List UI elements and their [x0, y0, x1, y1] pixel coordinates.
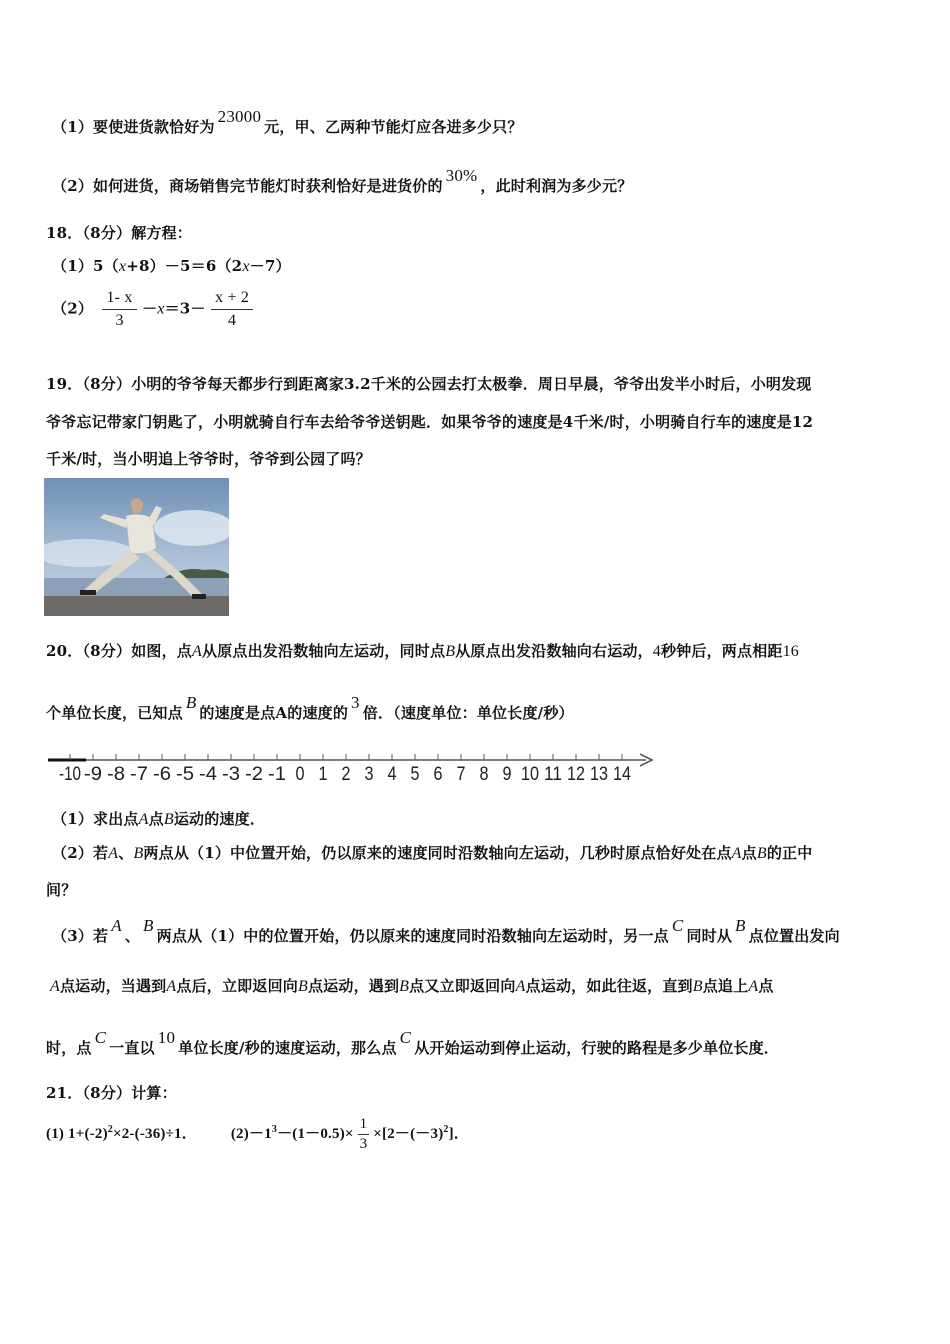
- fraction-numerator: 1: [358, 1116, 370, 1135]
- number-line-label: -1: [268, 764, 286, 785]
- q20-s1-a: （1）求出点: [52, 810, 139, 828]
- var-x: x: [242, 258, 250, 275]
- var-x: x: [118, 258, 127, 275]
- number-line-label: 6: [433, 764, 443, 785]
- q17-part1: [52, 107, 523, 137]
- q18-equation-2: [52, 289, 253, 330]
- q18-e2-minus: －: [142, 299, 158, 318]
- q20-s2-e: 的正中: [766, 844, 813, 862]
- q20-l1-a: 20．（8分）如图，点: [46, 642, 193, 660]
- q20-s2-c: 两点从（1）中位置开始，仍以原来的速度同时沿数轴向左运动，几秒时原点恰好处在点: [143, 844, 732, 862]
- q20-l1-d: 秒钟后，两点相距: [661, 642, 783, 660]
- q20-s3-m: 时，点: [46, 1039, 92, 1057]
- number-line-label: 5: [410, 764, 420, 785]
- q18-e1-c: －7）: [249, 257, 291, 275]
- number-line: [46, 748, 661, 788]
- q21-expressions: [46, 1116, 469, 1153]
- number-3: 3: [351, 693, 360, 712]
- point-B: B: [143, 916, 154, 935]
- q20-s3-o: 单位长度/秒的速度运动，那么点: [178, 1039, 397, 1057]
- number-line-label: -5: [176, 764, 194, 785]
- q20-s3-j: 点运动，如此往返，直到: [525, 977, 693, 995]
- q20-s3-i: 点又立即返回向: [409, 977, 516, 995]
- q20-s3-g: 点后，立即返回向: [176, 977, 298, 995]
- point-C: C: [671, 916, 684, 935]
- tai-chi-photo-drawing: [44, 478, 229, 616]
- q17-part2-text: （2）如何进货，商场销售完节能灯时获利恰好是进货价的: [52, 177, 443, 195]
- point-C: C: [399, 1028, 412, 1047]
- q19-line-3: 千米/时，当小明追上爷爷时，爷爷到公园了吗？: [46, 450, 371, 468]
- number-line-label: 11: [544, 764, 562, 785]
- point-A: A: [731, 845, 742, 862]
- number-line-label: 13: [590, 764, 608, 785]
- q20-s2-a: （2）若: [52, 844, 109, 862]
- number-line-label: -9: [84, 764, 102, 785]
- q20-sub-2: [52, 842, 812, 863]
- fraction-one-third: [358, 1116, 370, 1153]
- fraction-denominator: 4: [227, 312, 237, 329]
- q20-sub-3-line-2: [50, 975, 774, 996]
- q20-s3-e: 点位置出发向: [748, 927, 840, 945]
- number-line-label: 0: [295, 764, 305, 785]
- number-line-label: 8: [479, 764, 489, 785]
- q20-l1-b: 从原点出发沿数轴向左运动，同时点: [202, 642, 446, 660]
- q18-e2-equals: ＝3－: [164, 299, 206, 318]
- number-line-label: -3: [222, 764, 240, 785]
- point-A: A: [50, 978, 60, 995]
- q17-part2: [52, 166, 633, 196]
- q21-heading: 21．（8分）计算：: [46, 1084, 177, 1102]
- number-line-label: -6: [153, 764, 171, 785]
- q17-part1-text: （1）要使进货款恰好为: [52, 118, 215, 136]
- number-10: 10: [157, 1028, 176, 1047]
- number-line-label: 4: [387, 764, 397, 785]
- fraction-numerator: 1- x: [102, 289, 136, 310]
- q20-sub-1: [52, 808, 265, 829]
- number-line-label: -7: [130, 764, 148, 785]
- number-line-label: -4: [199, 764, 218, 785]
- point-B: B: [185, 693, 197, 712]
- q21-e1-b: ×2-(-36)÷1．: [112, 1125, 197, 1142]
- q21-e1-a: (1) 1+(-2): [46, 1125, 108, 1142]
- q20-s3-b: 、: [124, 927, 141, 945]
- q18-e1-b: +8）－5＝6（2: [126, 257, 243, 275]
- number-line-label: -2: [245, 764, 263, 785]
- q18-e1-a: （1）5（: [52, 257, 119, 275]
- number-line-label: 1: [318, 764, 328, 785]
- point-A: A: [515, 978, 526, 995]
- exponent: 3: [271, 1123, 278, 1135]
- q18-heading: 18．（8分）解方程：: [46, 224, 193, 242]
- number-16: 16: [782, 643, 800, 660]
- q20-l1-c: 从原点出发沿数轴向右运动，: [455, 642, 653, 660]
- q20-l2-a: 个单位长度，已知点: [46, 704, 183, 722]
- q21-e2-a: (2)－1: [230, 1125, 272, 1142]
- point-A: A: [166, 978, 177, 995]
- point-B: B: [735, 916, 746, 935]
- point-B: B: [445, 643, 456, 660]
- q20-s3-a: （3）若: [52, 927, 109, 945]
- q20-s3-n: 一直以: [109, 1039, 155, 1057]
- point-A: A: [138, 811, 149, 828]
- exponent: 2: [443, 1123, 449, 1135]
- tai-chi-photo: [44, 478, 229, 616]
- q20-s3-c: 两点从（1）中的位置开始，仍以原来的速度同时沿数轴向左运动时，另一点: [156, 927, 669, 945]
- q20-sub-2-end: 间？: [46, 881, 77, 899]
- point-B: B: [756, 845, 767, 862]
- point-A: A: [111, 916, 122, 935]
- q20-line-1: [46, 640, 799, 661]
- q20-s2-d: 点: [741, 844, 757, 862]
- number-line-label: 3: [364, 764, 374, 785]
- q17-percent: 30%: [445, 166, 478, 185]
- q17-amount: 23000: [217, 107, 262, 126]
- q21-e2-b: －(1－0.5)×: [277, 1125, 354, 1142]
- number-line-label: 14: [613, 764, 632, 785]
- number-line-labels: [59, 764, 631, 785]
- q20-sub-3-line-1: [52, 916, 840, 946]
- point-B: B: [692, 978, 703, 995]
- fraction-numerator: x + 2: [211, 289, 253, 310]
- q20-sub-3-line-3: [46, 1028, 780, 1058]
- q20-l2-b: 的速度是点A的速度的: [199, 704, 349, 722]
- point-A: A: [192, 643, 202, 660]
- number-line-label: 7: [456, 764, 466, 785]
- fraction-denominator: 3: [115, 312, 124, 329]
- fraction-x-plus-2-over-4: [211, 289, 253, 330]
- number-line-label: -8: [107, 764, 125, 785]
- number-line-label: 9: [502, 764, 512, 785]
- exponent: 2: [107, 1123, 113, 1135]
- q20-l2-c: 倍．（速度单位：单位长度/秒）: [362, 704, 574, 722]
- point-C: C: [94, 1028, 107, 1047]
- q20-s3-d: 同时从: [686, 927, 733, 945]
- q21-e2-d: ]．: [448, 1125, 470, 1142]
- q17-part1-text-end: 元，甲、乙两种节能灯应各进多少只？: [264, 118, 523, 136]
- point-B: B: [297, 978, 308, 995]
- number-line-label: -10: [59, 764, 81, 785]
- fraction-denominator: 3: [359, 1136, 368, 1152]
- number-line-label: 12: [567, 764, 585, 785]
- q19-line-1: 19．（8分）小明的爷爷每天都步行到距离家3.2千米的公园去打太极拳．周日早晨，爷爷出发半小时后，小明发现: [46, 375, 812, 393]
- number-4: 4: [652, 643, 661, 660]
- q20-s1-c: 运动的速度．: [173, 810, 266, 828]
- q17-part2-text-end: ，此时利润为多少元？: [480, 177, 633, 195]
- q18-equation-1: [52, 255, 291, 276]
- point-A: A: [748, 978, 759, 995]
- q20-s1-b: 点: [148, 810, 164, 828]
- q20-s2-b: 、: [118, 844, 134, 862]
- q20-line-2: [46, 693, 574, 723]
- point-B: B: [133, 845, 144, 862]
- q20-s3-l: 点: [758, 977, 774, 995]
- number-line-ticks: [70, 754, 622, 760]
- point-A: A: [108, 845, 119, 862]
- q20-s3-p: 从开始运动到停止运动，行驶的路程是多少单位长度．: [414, 1039, 780, 1057]
- number-line-label: 10: [521, 764, 539, 785]
- point-B: B: [163, 811, 174, 828]
- q18-e2-label: （2）: [52, 299, 94, 318]
- q21-e2-c: ×[2－(－3): [373, 1125, 444, 1142]
- point-B: B: [399, 978, 410, 995]
- var-x: x: [157, 300, 165, 318]
- fraction-1-minus-x-over-3: [102, 289, 136, 330]
- number-line-label: 2: [341, 764, 351, 785]
- q19-line-2: 爷爷忘记带家门钥匙了，小明就骑自行车去给爷爷送钥匙．如果爷爷的速度是4千米/时，小明骑自行车的速度是12: [46, 413, 814, 431]
- q20-s3-h: 点运动，遇到: [307, 977, 400, 995]
- q20-s3-f: 点运动，当遇到: [59, 977, 167, 995]
- q20-s3-k: 点追上: [702, 977, 749, 995]
